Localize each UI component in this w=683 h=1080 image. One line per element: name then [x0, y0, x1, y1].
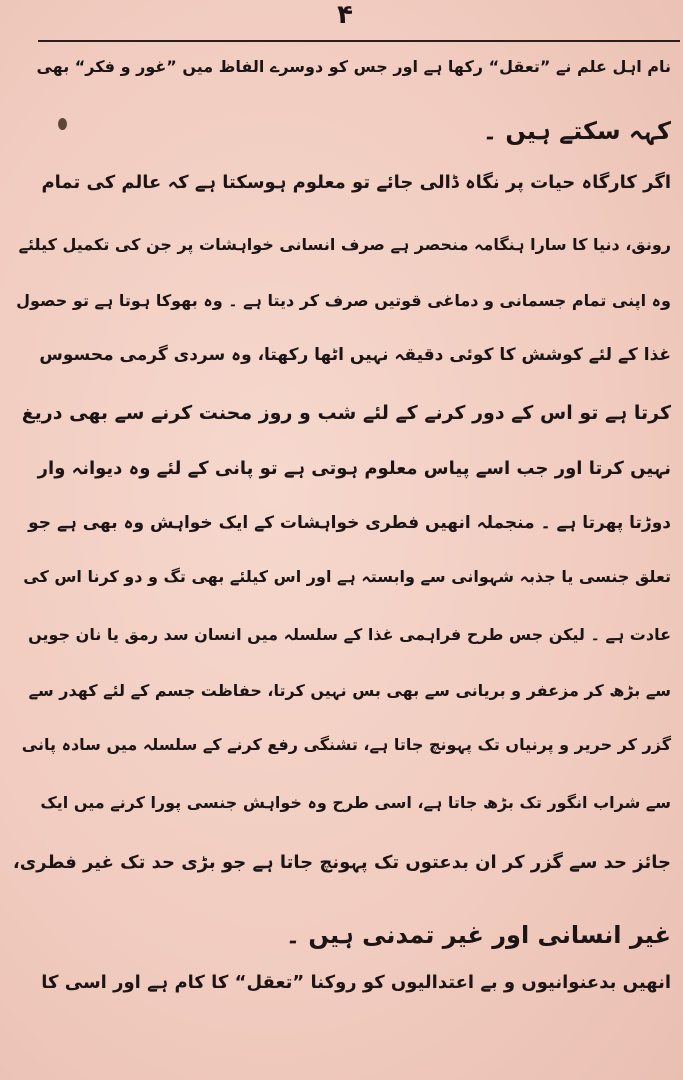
text-line: غذا کے لئے کوشش کا کوئی دقیقہ نہیں اٹھا رکھتا، وہ سردی گرمی محسوس	[39, 345, 671, 365]
ink-spot	[58, 118, 67, 130]
text-line: انھیں بدعنوانیوں و بے اعتدالیوں کو روکنا ”تعقل“ کا کام ہے اور اسی کا	[41, 972, 671, 993]
text-line: سے بڑھ کر مزعفر و بریانی سے بھی بس نہیں کرتا، حفاظت جسم کے لئے کھدر سے	[28, 681, 671, 700]
text-line: کرتا ہے تو اس کے دور کرنے کے لئے شب و روز محنت کرنے سے بھی دریغ	[21, 402, 671, 424]
text-line: تعلق جنسی یا جذبہ شہوانی سے وابستہ ہے اور اس کیلئے بھی تگ و دو کرنا اس کی	[23, 567, 671, 586]
text-line: نہیں کرتا اور جب اسے پیاس معلوم ہوتی ہے تو پانی کے لئے وہ دیوانہ وار	[37, 458, 671, 479]
text-line: غیر انسانی اور غیر تمدنی ہیں ۔	[285, 921, 671, 949]
text-line: سے شراب انگور تک بڑھ جاتا ہے، اسی طرح وہ خواہش جنسی پورا کرنے میں ایک	[40, 793, 671, 812]
text-line: وہ اپنی تمام جسمانی و دماغی قوتیں صرف کر دیتا ہے ۔ وہ بھوکا ہوتا ہے تو حصول	[16, 291, 671, 310]
text-line: رونق، دنیا کا سارا ہنگامہ منحصر ہے صرف انسانی خواہشات پر جن کی تکمیل کیلئے	[18, 235, 671, 254]
header-rule	[38, 40, 680, 42]
text-line: عادت ہے ۔ لیکن جس طرح فراہمی غذا کے سلسلہ میں انسان سد رمق یا نان جویں	[28, 625, 671, 644]
text-line: دوڑتا پھرتا ہے ۔ منجملہ انھیں فطری خواہشات کے ایک خواہش وہ بھی ہے جو	[28, 513, 671, 533]
text-line: کہہ سکتے ہیں ۔	[482, 117, 671, 145]
text-line: اگر کارگاہ حیات پر نگاہ ڈالی جائے تو معلوم ہوسکتا ہے کہ عالم کی تمام	[41, 172, 671, 193]
text-line: نام اہل علم نے ”تعقل“ رکھا ہے اور جس کو دوسرے الفاظ میں ”غور و فکر“ بھی	[36, 57, 671, 76]
text-line: جائز حد سے گزر کر ان بدعتوں تک پہونچ جاتا ہے جو بڑی حد تک غیر فطری،	[12, 852, 671, 873]
page-number: ۴	[337, 0, 353, 30]
text-line: گزر کر حریر و پرنیاں تک پہونچ جاتا ہے، تشنگی رفع کرنے کے سلسلہ میں سادہ پانی	[21, 735, 671, 754]
